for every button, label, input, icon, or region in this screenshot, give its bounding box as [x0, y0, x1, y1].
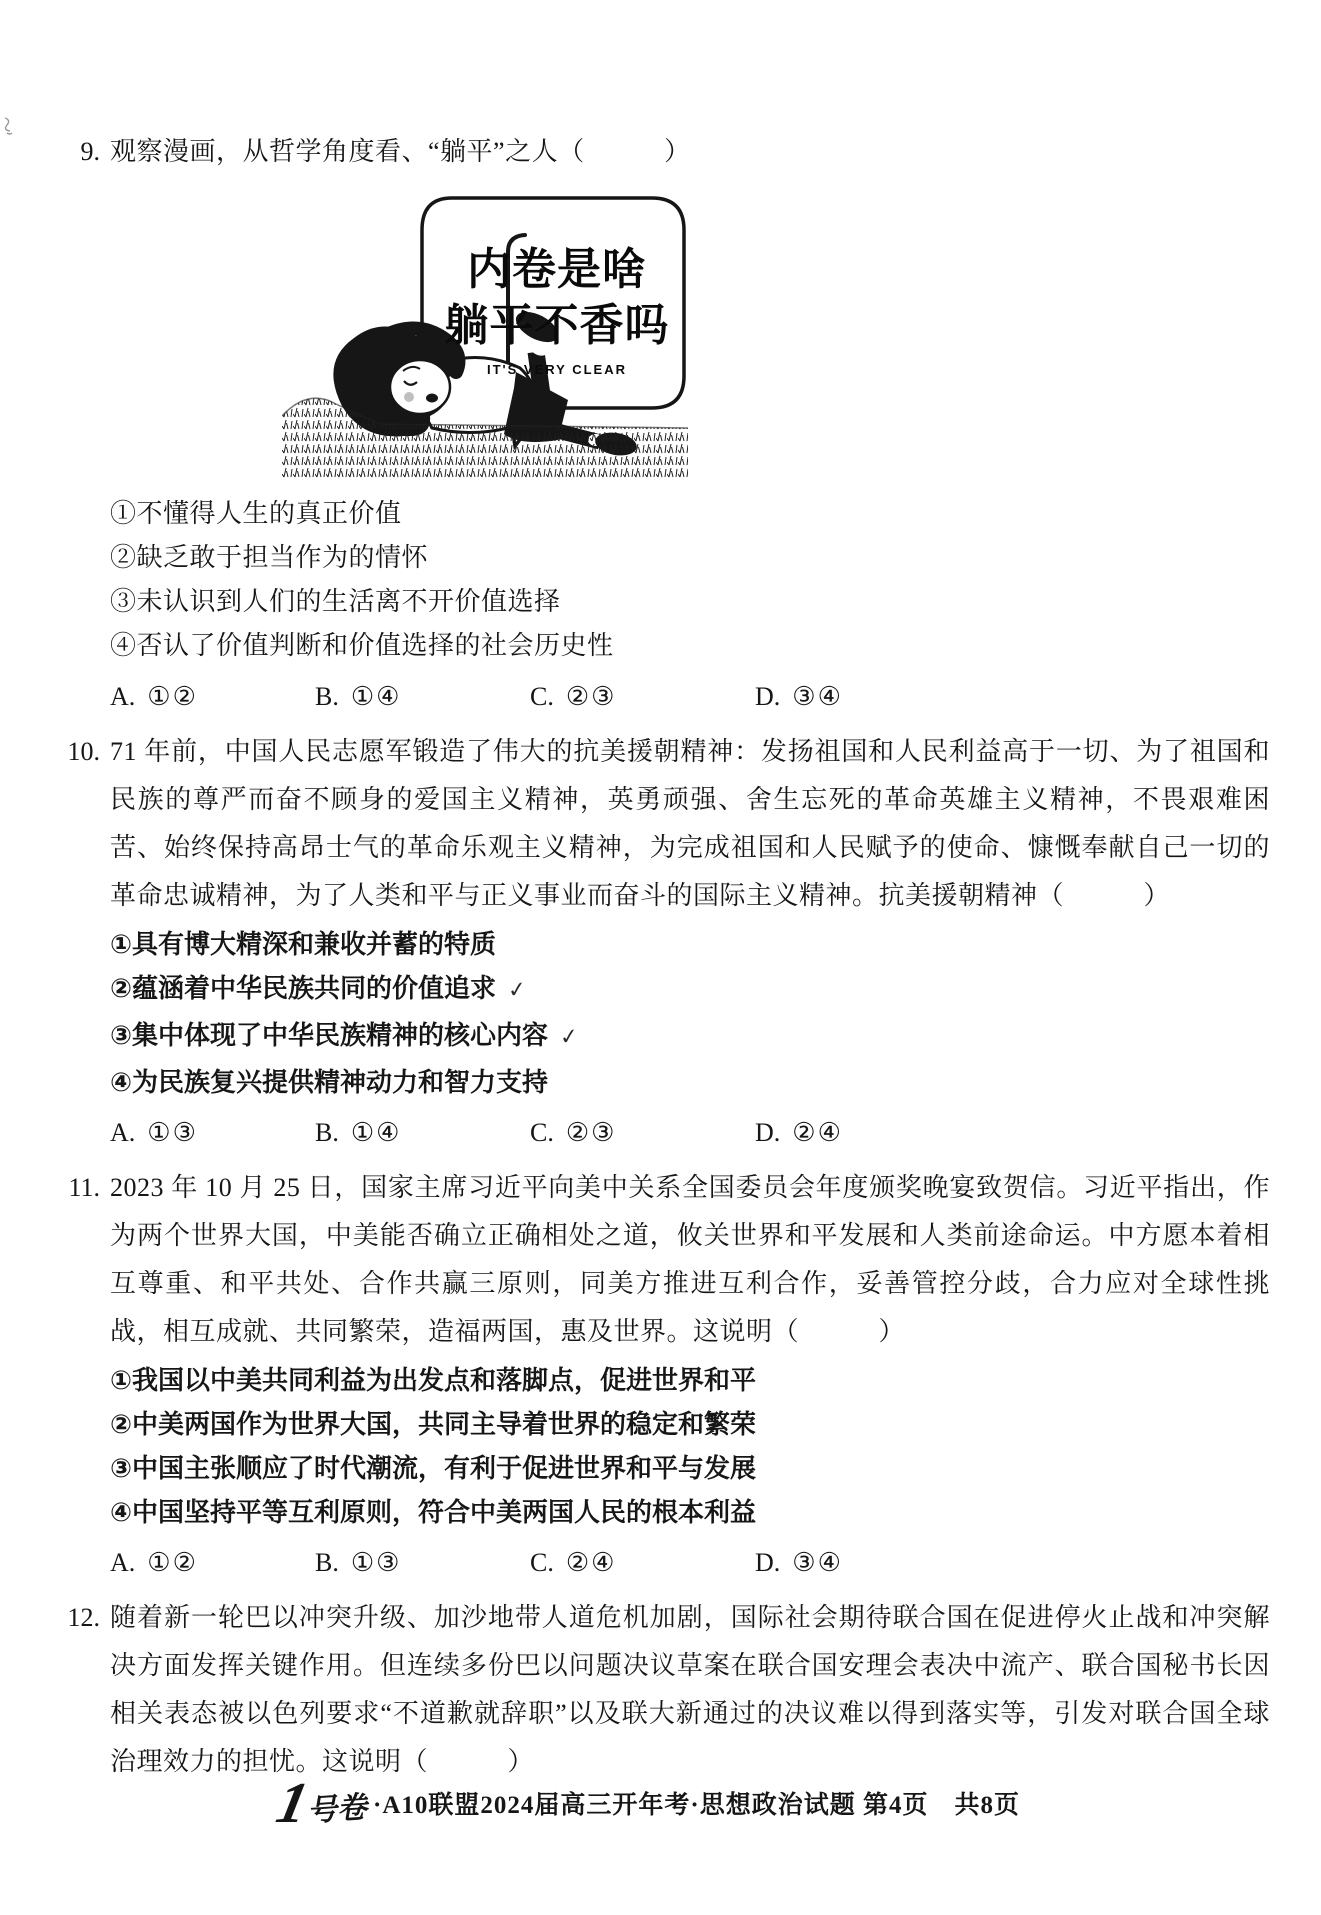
- question-number: 11.: [68, 1173, 100, 1202]
- statement-1: ①不懂得人生的真正价值: [110, 499, 402, 528]
- brand-name: 号卷: [305, 1790, 369, 1829]
- pen-checkmark: ✓: [558, 1024, 580, 1051]
- scan-speck: [2, 116, 16, 136]
- choice-a: A. ①③: [110, 1118, 198, 1147]
- choice-c: C. ②④: [530, 1548, 617, 1577]
- pen-checkmark: ✓: [506, 977, 528, 1004]
- choice-b: B. ①④: [315, 682, 402, 711]
- question-number: 10.: [67, 737, 100, 766]
- choice-c: C. ②③: [530, 1118, 617, 1147]
- mouth: [426, 394, 438, 403]
- statement-4: ④否认了价值判断和价值选择的社会历史性: [110, 631, 614, 660]
- bubble-line-2: 躺平不香吗: [444, 301, 670, 350]
- statement-2: ②蕴涵着中华民族共同的价值追求 ✓: [110, 966, 1270, 1013]
- choice-a: A. ①②: [110, 682, 198, 711]
- choice-a: A. ①②: [110, 1548, 198, 1577]
- page-footer: [271, 1770, 1020, 1835]
- brand-numeral: 1: [271, 1770, 313, 1835]
- footer-text: ·A10联盟2024届高三开年考·思想政治试题 第4页 共8页: [373, 1792, 1020, 1819]
- statement-1: ①具有博大精深和兼收并蓄的特质: [110, 929, 497, 959]
- speech-bubble-text: [432, 242, 682, 377]
- choice-b: B. ①④: [315, 1118, 402, 1147]
- statement-3: ③中国主张顺应了时代潮流，有利于促进世界和平与发展: [110, 1453, 757, 1483]
- question-number: 12.: [67, 1603, 100, 1632]
- choice-row: [110, 1538, 1270, 1588]
- choice-d: D. ③④: [755, 1548, 843, 1577]
- question-12: [0, 1594, 1271, 1786]
- bubble-caption: IT'S VERY CLEAR: [487, 362, 627, 377]
- question-stem: 随着新一轮巴以冲突升级、加沙地带人道危机加剧，国际社会期待联合国在促进停火止战和冲突解决方面发挥关键作用。但连续多份巴以问题决议草案在联合国安理会表决中流产、联合国秘书长因相关表态被以色列要求“不道歉就辞职”以及联大新通过的决议难以得到落实等，引发对联合国全球治理效力的担忧。这说明（ ）: [110, 1603, 1270, 1776]
- choice-d: D. ②④: [755, 1118, 843, 1147]
- statement-1: ①我国以中美共同利益为出发点和落脚点，促进世界和平: [110, 1365, 757, 1395]
- question-stem: 71 年前，中国人民志愿军锻造了伟大的抗美援朝精神：发扬祖国和人民利益高于一切、为了祖国和民族的尊严而奋不顾身的爱国主义精神，英勇顽强、舍生忘死的革命英雄主义精神，不畏艰难困苦、始终保持高昂士气的革命乐观主义精神，为完成祖国和人民赋予的使命、慷慨奉献自己一切的革命忠诚精神，为了人类和平与正义事业而奋斗的国际主义精神。抗美援朝精神（ ）: [110, 737, 1270, 910]
- question-number: 9.: [80, 137, 100, 166]
- statement-2: ②中美两国作为世界大国，共同主导着世界的稳定和繁荣: [110, 1409, 757, 1439]
- statement-list: [110, 1358, 1270, 1534]
- cheek: [404, 392, 414, 402]
- statement-4: ④为民族复兴提供精神动力和智力支持: [110, 1067, 549, 1097]
- question-stem: 2023 年 10 月 25 日，国家主席习近平向美中关系全国委员会年度颁奖晚宴致贺信。习近平指出，作为两个世界大国，中美能否确立正确相处之道，攸关世界和平发展和人类前途命运。中方愿本着相互尊重、和平共处、合作共赢三原则，同美方推进互利合作，妥善管控分歧，合力应对全球性挑战，相互成就、共同繁荣，造福两国，惠及世界。这说明（ ）: [110, 1173, 1270, 1346]
- statement-list: [110, 922, 1270, 1104]
- question-11: [0, 1164, 1271, 1588]
- cartoon-illustration: [282, 190, 692, 482]
- question-stem: 观察漫画，从哲学角度看、“躺平”之人（ ）: [110, 137, 691, 166]
- choice-d: D. ③④: [755, 682, 843, 711]
- statement-2: ②缺乏敢于担当作为的情怀: [110, 543, 429, 572]
- question-10: [0, 728, 1271, 1158]
- question-9: [0, 128, 1271, 722]
- choice-row: [110, 1108, 1270, 1158]
- choice-b: B. ①③: [315, 1548, 402, 1577]
- bubble-line-1: 内卷是啥: [467, 245, 647, 294]
- statement-list: [110, 492, 1270, 668]
- statement-3: ③集中体现了中华民族精神的核心内容 ✓: [110, 1013, 1270, 1060]
- exam-brand-logo: [271, 1770, 369, 1835]
- choice-c: C. ②③: [530, 682, 617, 711]
- statement-3: ③未认识到人们的生活离不开价值选择: [110, 587, 561, 616]
- statement-4: ④中国坚持平等互利原则，符合中美两国人民的根本利益: [110, 1497, 757, 1527]
- choice-row: [110, 672, 1270, 722]
